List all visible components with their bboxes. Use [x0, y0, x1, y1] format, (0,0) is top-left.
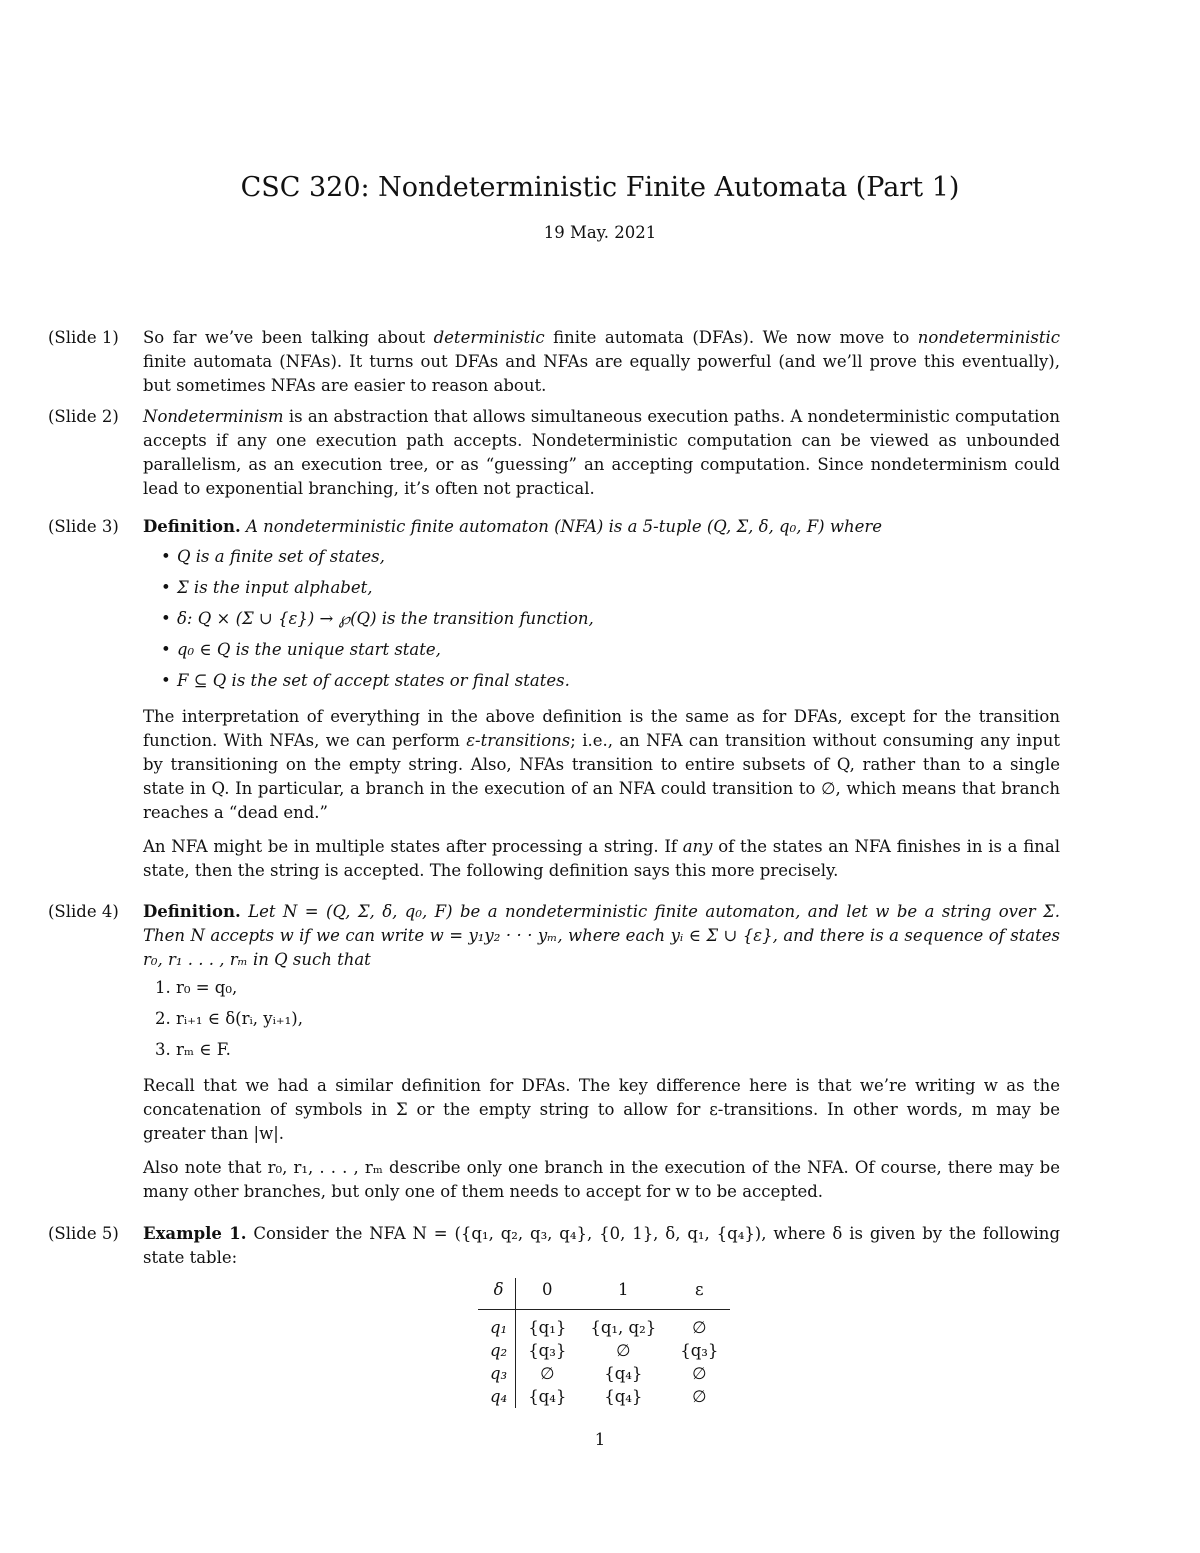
- table-cell: ∅: [692, 1364, 707, 1383]
- slide-body: [143, 1222, 1060, 1408]
- slide-label: (Slide 1): [48, 328, 119, 347]
- table-cell: {q₁, q₂}: [590, 1318, 657, 1337]
- text-run: The interpretation of everything in the above definition is the same as for DFAs, except for the transition function. With NFAs, we can perform: [143, 707, 1060, 750]
- table-cell: ∅: [692, 1387, 707, 1406]
- table-header-row: [478, 1278, 730, 1310]
- text-run: So far we’ve been talking about: [143, 328, 434, 347]
- list-item: • q₀ ∈ Q is the unique start state,: [161, 638, 1060, 662]
- slide-1: [48, 326, 1060, 408]
- page-date: 19 May. 2021: [543, 223, 657, 242]
- slide-body: [143, 405, 1060, 501]
- definition: [143, 900, 1060, 972]
- definition: [143, 515, 1060, 539]
- list-item: 3. rₘ ∈ F.: [155, 1040, 231, 1059]
- table-cell: ∅: [540, 1364, 555, 1383]
- table-cell: ∅: [616, 1341, 631, 1360]
- table-cell: q₁: [478, 1310, 516, 1340]
- list-item: • Q is a finite set of states,: [161, 545, 1060, 569]
- table-row: [478, 1362, 730, 1385]
- example-heading: Example 1.: [143, 1224, 247, 1243]
- paragraph: Also note that r₀, r₁, . . . , rₘ describe only one branch in the execution of the NFA. Of course, there may be many other branches, but only one of them needs to accept for w to be accepted.: [143, 1158, 1060, 1201]
- list-item: 1. r₀ = q₀,: [155, 978, 238, 997]
- list-item: • δ: Q × (Σ ∪ {ε}) → ℘(Q) is the transition function,: [161, 607, 1060, 631]
- table-row: [478, 1310, 730, 1340]
- table-cell: q₄: [478, 1385, 516, 1408]
- slide-body: [143, 515, 1060, 883]
- slide-body: [143, 326, 1060, 398]
- definition-heading: Definition.: [143, 517, 241, 536]
- table-row: [478, 1339, 730, 1362]
- definition-text: Let N = (Q, Σ, δ, q₀, F) be a nondeterministic finite automaton, and let w be a string over Σ. Then N accepts w if we can write w = y₁y₂ · · · yₘ, where each yᵢ ∈ Σ ∪ {ε}, and there is a sequence of states r₀, r₁ . . . , rₘ in Q such that: [143, 902, 1060, 969]
- definition-bullets: [143, 545, 1060, 693]
- emphasis: ε-transitions: [466, 731, 571, 750]
- slide-body: [143, 900, 1060, 1204]
- text-run: finite automata (NFAs). It turns out DFAs and NFAs are equally powerful (and we’ll prove this eventually), but sometimes NFAs are easier to reason about.: [143, 352, 1060, 395]
- list-item: • F ⊆ Q is the set of accept states or final states.: [161, 669, 1060, 693]
- paragraph: Recall that we had a similar definition for DFAs. The key difference here is that we’re writing w as the concatenation of symbols in Σ or the empty string to allow for ε-transitions. In other words, m may be greater than |w|.: [143, 1076, 1060, 1143]
- text-run: ; i.e., an NFA can transition without consuming any input by transitioning on the empty string. Also, NFAs transition to entire subsets of Q, rather than to a single state in Q. In particular, a branch in the execution of an NFA could transition to ∅, which means that branch reaches a “dead end.”: [143, 731, 1061, 822]
- paragraph: [143, 835, 1060, 883]
- slide-5: [48, 1222, 1060, 1408]
- slide-2: [48, 405, 1060, 511]
- page-title: CSC 320: Nondeterministic Finite Automata (Part 1): [240, 172, 960, 203]
- table-cell: {q₄}: [604, 1387, 643, 1406]
- table-cell: {q₁}: [528, 1318, 567, 1337]
- text-run: An NFA might be in multiple states after processing a string. If: [143, 837, 683, 856]
- paragraph: [143, 705, 1060, 825]
- table-header-cell: 1: [578, 1278, 668, 1310]
- list-item: • Σ is the input alphabet,: [161, 576, 1060, 600]
- definition-text: A nondeterministic finite automaton (NFA) is a 5-tuple (Q, Σ, δ, q₀, F) where: [245, 517, 883, 536]
- table-header-cell: ε: [668, 1278, 730, 1310]
- emphasis: deterministic: [433, 328, 545, 347]
- table-cell: q₂: [478, 1339, 516, 1362]
- slide-label: (Slide 4): [48, 902, 119, 921]
- emphasis: any: [682, 837, 713, 856]
- slide-label: (Slide 3): [48, 517, 119, 536]
- table-cell: q₃: [478, 1362, 516, 1385]
- table-cell: {q₃}: [680, 1341, 719, 1360]
- table-cell: {q₃}: [528, 1341, 567, 1360]
- paragraph: [143, 405, 1060, 501]
- table-header-cell: δ: [478, 1278, 516, 1310]
- table-header-cell: 0: [516, 1278, 579, 1310]
- page-number: 1: [594, 1430, 606, 1449]
- list-item: 2. rᵢ₊₁ ∈ δ(rᵢ, yᵢ₊₁),: [155, 1009, 303, 1028]
- example-text: Consider the NFA N = ({q₁, q₂, q₃, q₄}, {0, 1}, δ, q₁, {q₄}), where δ is given by the following state table:: [143, 1224, 1061, 1267]
- definition-heading: Definition.: [143, 902, 241, 921]
- emphasis: nondeterministic: [917, 328, 1060, 347]
- slide-label: (Slide 5): [48, 1224, 119, 1243]
- text-run: of the states an NFA finishes in is a final state, then the string is accepted. The following definition says this more precisely.: [143, 837, 1061, 880]
- emphasis: Nondeterminism: [143, 407, 284, 426]
- text-run: finite automata (DFAs). We now move to: [544, 328, 918, 347]
- table-cell: ∅: [692, 1318, 707, 1337]
- definition-conditions: [143, 976, 1060, 1062]
- paragraph: [143, 326, 1060, 398]
- table-row: [478, 1385, 730, 1408]
- state-table: [478, 1278, 730, 1408]
- slide-3: [48, 515, 1060, 893]
- table-cell: {q₄}: [604, 1364, 643, 1383]
- text-run: is an abstraction that allows simultaneous execution paths. A nondeterministic computation accepts if any one execution path accepts. Nondeterministic computation can be viewed as unbounded parallelism, as an execution tree, or as “guessing” an accepting computation. Since nondeterminism could lead to exponential branching, it’s often not practical.: [143, 407, 1060, 498]
- slide-label: (Slide 2): [48, 407, 119, 426]
- example: [143, 1222, 1060, 1270]
- table-cell: {q₄}: [528, 1387, 567, 1406]
- slide-4: [48, 900, 1060, 1214]
